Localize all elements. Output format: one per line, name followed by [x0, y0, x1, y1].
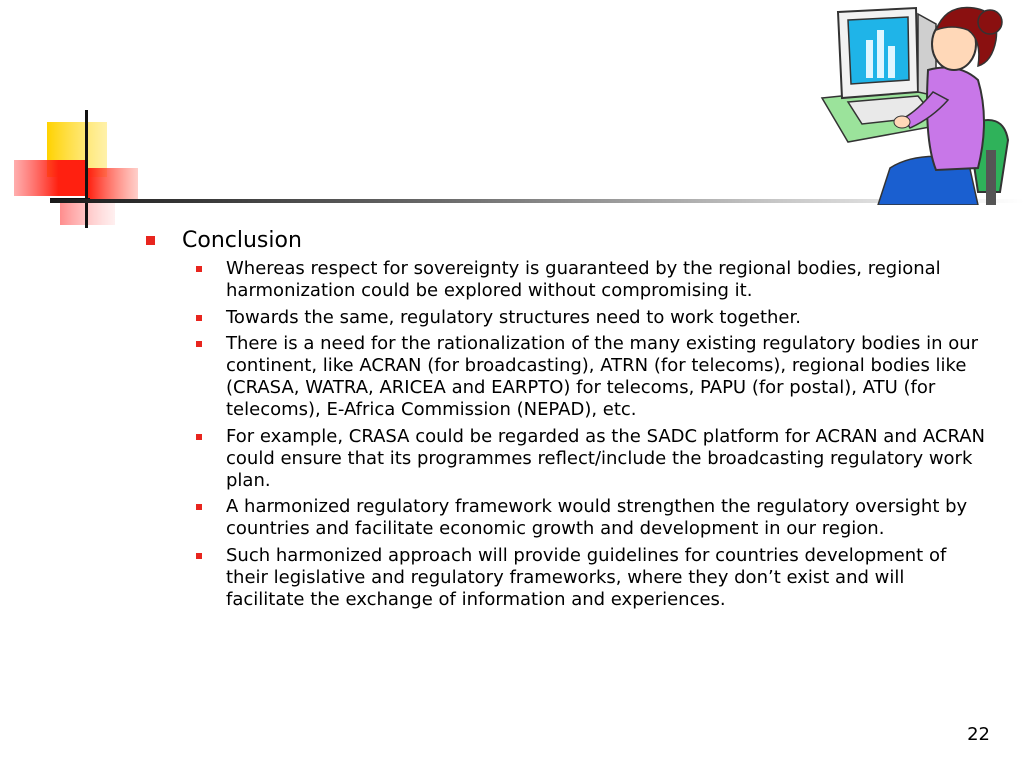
section-heading: Conclusion — [182, 228, 302, 253]
square-bullet-icon — [196, 315, 202, 321]
square-bullet-icon — [196, 266, 202, 272]
bullet-text: A harmonized regulatory framework would strengthen the regulatory oversight by countries and facilitate economic growth and development in our region. — [226, 496, 968, 539]
slide-number: 22 — [967, 724, 990, 745]
square-bullet-icon — [196, 341, 202, 347]
square-bullet-icon — [196, 504, 202, 510]
square-bullet-icon — [146, 236, 155, 245]
bullet-text: Towards the same, regulatory structures need to work together. — [226, 306, 801, 328]
list-item — [196, 545, 986, 611]
slide-body — [146, 228, 986, 615]
bullet-text: Whereas respect for sovereignty is guaranteed by the regional bodies, regional harmonization could be explored without compromising it. — [226, 258, 941, 301]
heading-bullet-item — [146, 228, 986, 254]
list-item — [196, 307, 986, 329]
corner-decoration — [0, 0, 160, 240]
square-bullet-icon — [196, 434, 202, 440]
list-item — [196, 333, 986, 421]
list-item — [196, 426, 986, 492]
bullet-text: Such harmonized approach will provide guidelines for countries development of their legislative and regulatory frameworks, where they don’t exist and will facilitate the exchange of information and experiences. — [226, 544, 947, 610]
bullet-text: There is a need for the rationalization of the many existing regulatory bodies in our continent, like ACRAN (for broadcasting), ATRN (for telecoms), regional bodies like (CRASA, WATRA, ARICEA and EARPTO) for telecoms, PAPU (for postal), ATU (for telecoms), E-Africa Commission (NEPAD), etc. — [226, 333, 979, 420]
square-bullet-icon — [196, 553, 202, 559]
bullet-text: For example, CRASA could be regarded as the SADC platform for ACRAN and ACRAN could ensure that its programmes reflect/include the broadcasting regulatory work plan. — [226, 425, 986, 491]
list-item — [196, 258, 986, 302]
bullet-list — [146, 258, 986, 611]
list-item — [196, 496, 986, 540]
woman-at-computer-clipart — [818, 0, 1024, 205]
